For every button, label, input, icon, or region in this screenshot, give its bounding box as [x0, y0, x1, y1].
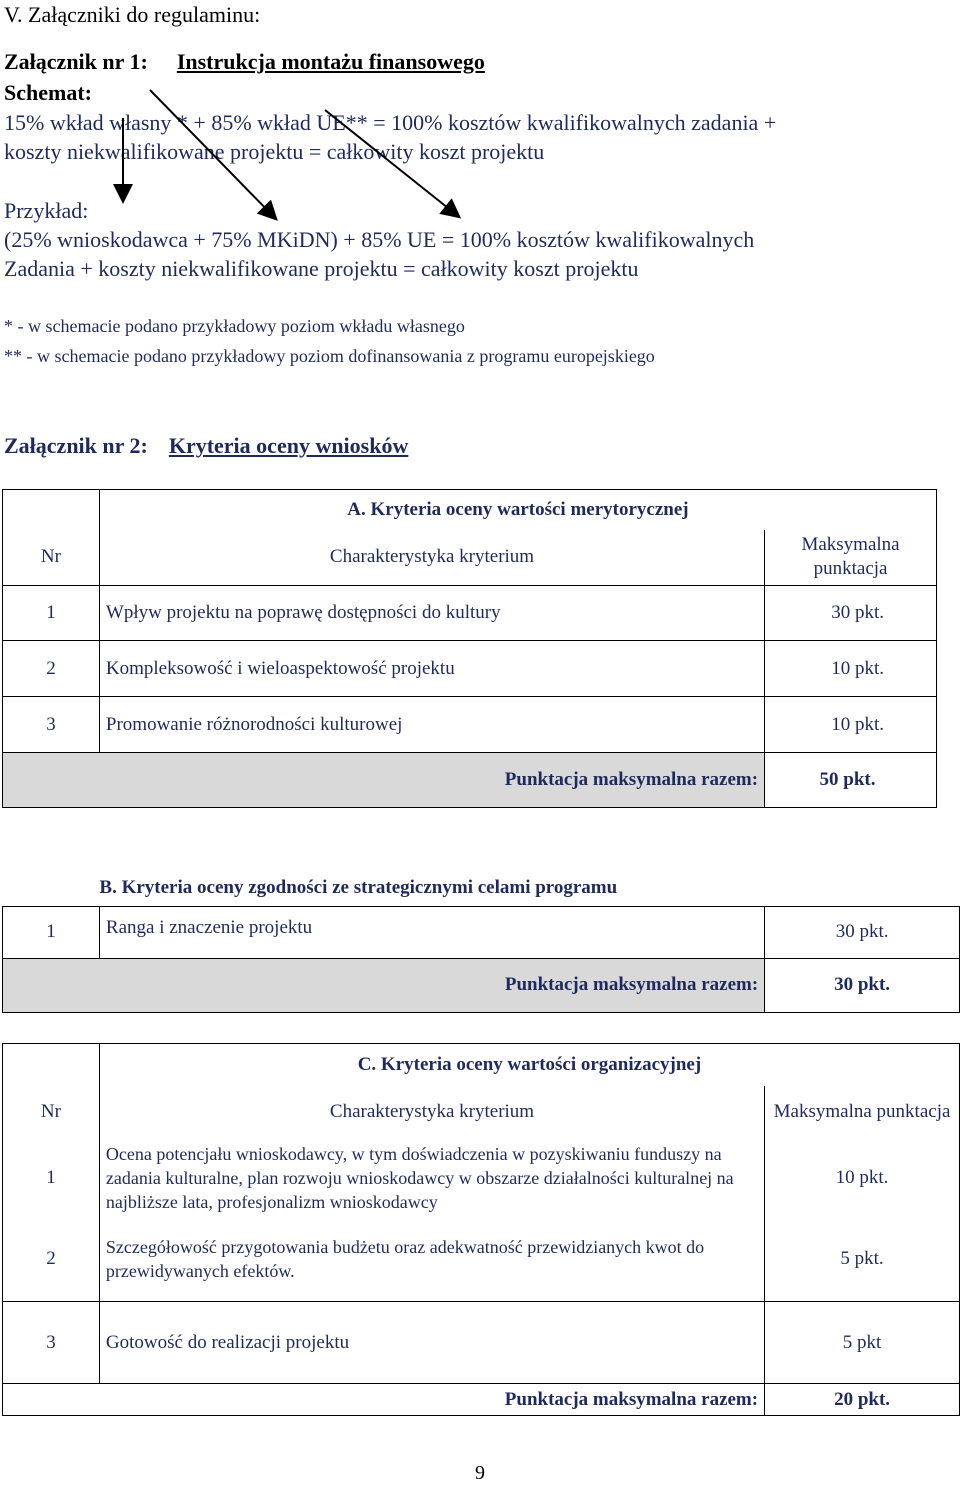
table-a-header-row: [3, 530, 937, 586]
row-text: Ranga i znaczenie projektu: [99, 906, 764, 958]
row-text: Ocena potencjału wnioskodawcy, w tym doświadczenia w pozyskiwaniu funduszy na zadania kulturalne, plan rozwoju wnioskodawcy w obszarze działalności kulturalnej na najbliższe lata, profesjonalizm wnioskodawcy: [99, 1138, 764, 1218]
page-number: 9: [475, 1462, 485, 1484]
col-max-points: Maksymalna punktacja: [765, 530, 937, 586]
sum-value: 30 pkt.: [765, 958, 960, 1012]
section-title: V. Załączniki do regulaminu:: [4, 2, 261, 27]
table-row: [3, 697, 937, 753]
row-points: 10 pkt.: [765, 697, 937, 753]
table-c-header-row: [3, 1086, 960, 1138]
attachment2-title: Kryteria oceny wniosków: [168, 433, 409, 458]
table-row: [3, 1218, 960, 1302]
sum-value: 20 pkt.: [765, 1384, 960, 1416]
row-nr: 3: [3, 1302, 100, 1384]
sum-value: 50 pkt.: [765, 753, 937, 808]
row-nr: 1: [3, 906, 100, 958]
sum-label: Punktacja maksymalna razem:: [3, 1384, 765, 1416]
example-label: Przykład:: [4, 198, 89, 223]
row-text: Wpływ projektu na poprawę dostępności do kultury: [99, 586, 764, 641]
footnote-2: ** - w schemacie podano przykładowy poziom dofinansowania z programu europejskiego: [4, 346, 655, 366]
schema-label: Schemat:: [4, 80, 92, 105]
table-row: [3, 1302, 960, 1384]
row-points: 30 pkt.: [765, 906, 960, 958]
table-b-sum-row: [3, 958, 960, 1012]
row-text: Promowanie różnorodności kulturowej: [99, 697, 764, 753]
col-nr: Nr: [3, 530, 100, 586]
row-points: 10 pkt.: [765, 1138, 960, 1218]
col-nr: Nr: [3, 1086, 100, 1138]
row-points: 10 pkt.: [765, 641, 937, 697]
attachment1-title: Instrukcja montażu finansowego: [176, 49, 485, 74]
attachment2-label: Załącznik nr 2:: [4, 433, 148, 458]
table-b-heading: B. Kryteria oceny zgodności ze strategicznymi celami programu: [99, 876, 618, 898]
sum-label: Punktacja maksymalna razem:: [3, 958, 765, 1012]
row-points: 5 pkt.: [765, 1218, 960, 1302]
table-c-sum-row: [3, 1384, 960, 1416]
col-characteristic: Charakterystyka kryterium: [99, 1086, 764, 1138]
table-row: [3, 586, 937, 641]
example-line-2: Zadania + koszty niekwalifikowane projektu = całkowity koszt projektu: [4, 256, 639, 281]
arrow-ministry: [150, 90, 275, 218]
sum-label: Punktacja maksymalna razem:: [3, 753, 765, 808]
row-nr: 1: [3, 1138, 100, 1218]
row-nr: 3: [3, 697, 100, 753]
row-text: Kompleksowość i wieloaspektowość projektu: [99, 641, 764, 697]
row-text: Szczegółowość przygotowania budżetu oraz adekwatność przewidzianych kwot do przewidywanych efektów.: [99, 1218, 764, 1302]
row-points: 5 pkt: [765, 1302, 960, 1384]
table-a-sum-row: [3, 753, 937, 808]
table-row: [3, 1138, 960, 1218]
table-a: [2, 489, 937, 808]
col-max-points: Maksymalna punktacja: [765, 1086, 960, 1138]
attachment1-label: Załącznik nr 1:: [4, 49, 148, 74]
row-nr: 2: [3, 641, 100, 697]
table-row: [3, 906, 960, 958]
table-c-heading: C. Kryteria oceny wartości organizacyjnej: [99, 1044, 959, 1086]
table-b: [2, 870, 960, 1013]
col-characteristic: Charakterystyka kryterium: [99, 530, 764, 586]
schema-line-1: 15% wkład własny * + 85% wkład UE** = 100% kosztów kwalifikowalnych zadania +: [4, 110, 777, 135]
row-text: Gotowość do realizacji projektu: [99, 1302, 764, 1384]
example-line-1: (25% wnioskodawca + 75% MKiDN) + 85% UE = 100% kosztów kwalifikowalnych: [4, 227, 755, 252]
schema-line-2: koszty niekwalifikowane projektu = całkowity koszt projektu: [4, 139, 545, 164]
row-nr: 2: [3, 1218, 100, 1302]
footnote-1: * - w schemacie podano przykładowy poziom wkładu własnego: [4, 316, 465, 336]
attachment2-heading: [4, 433, 408, 459]
table-c: [2, 1043, 960, 1416]
row-points: 30 pkt.: [765, 586, 937, 641]
table-row: [3, 641, 937, 697]
arrow-eu: [325, 110, 458, 216]
table-a-heading: A. Kryteria oceny wartości merytorycznej: [99, 490, 936, 530]
schema-arrows: [0, 0, 960, 240]
row-nr: 1: [3, 586, 100, 641]
